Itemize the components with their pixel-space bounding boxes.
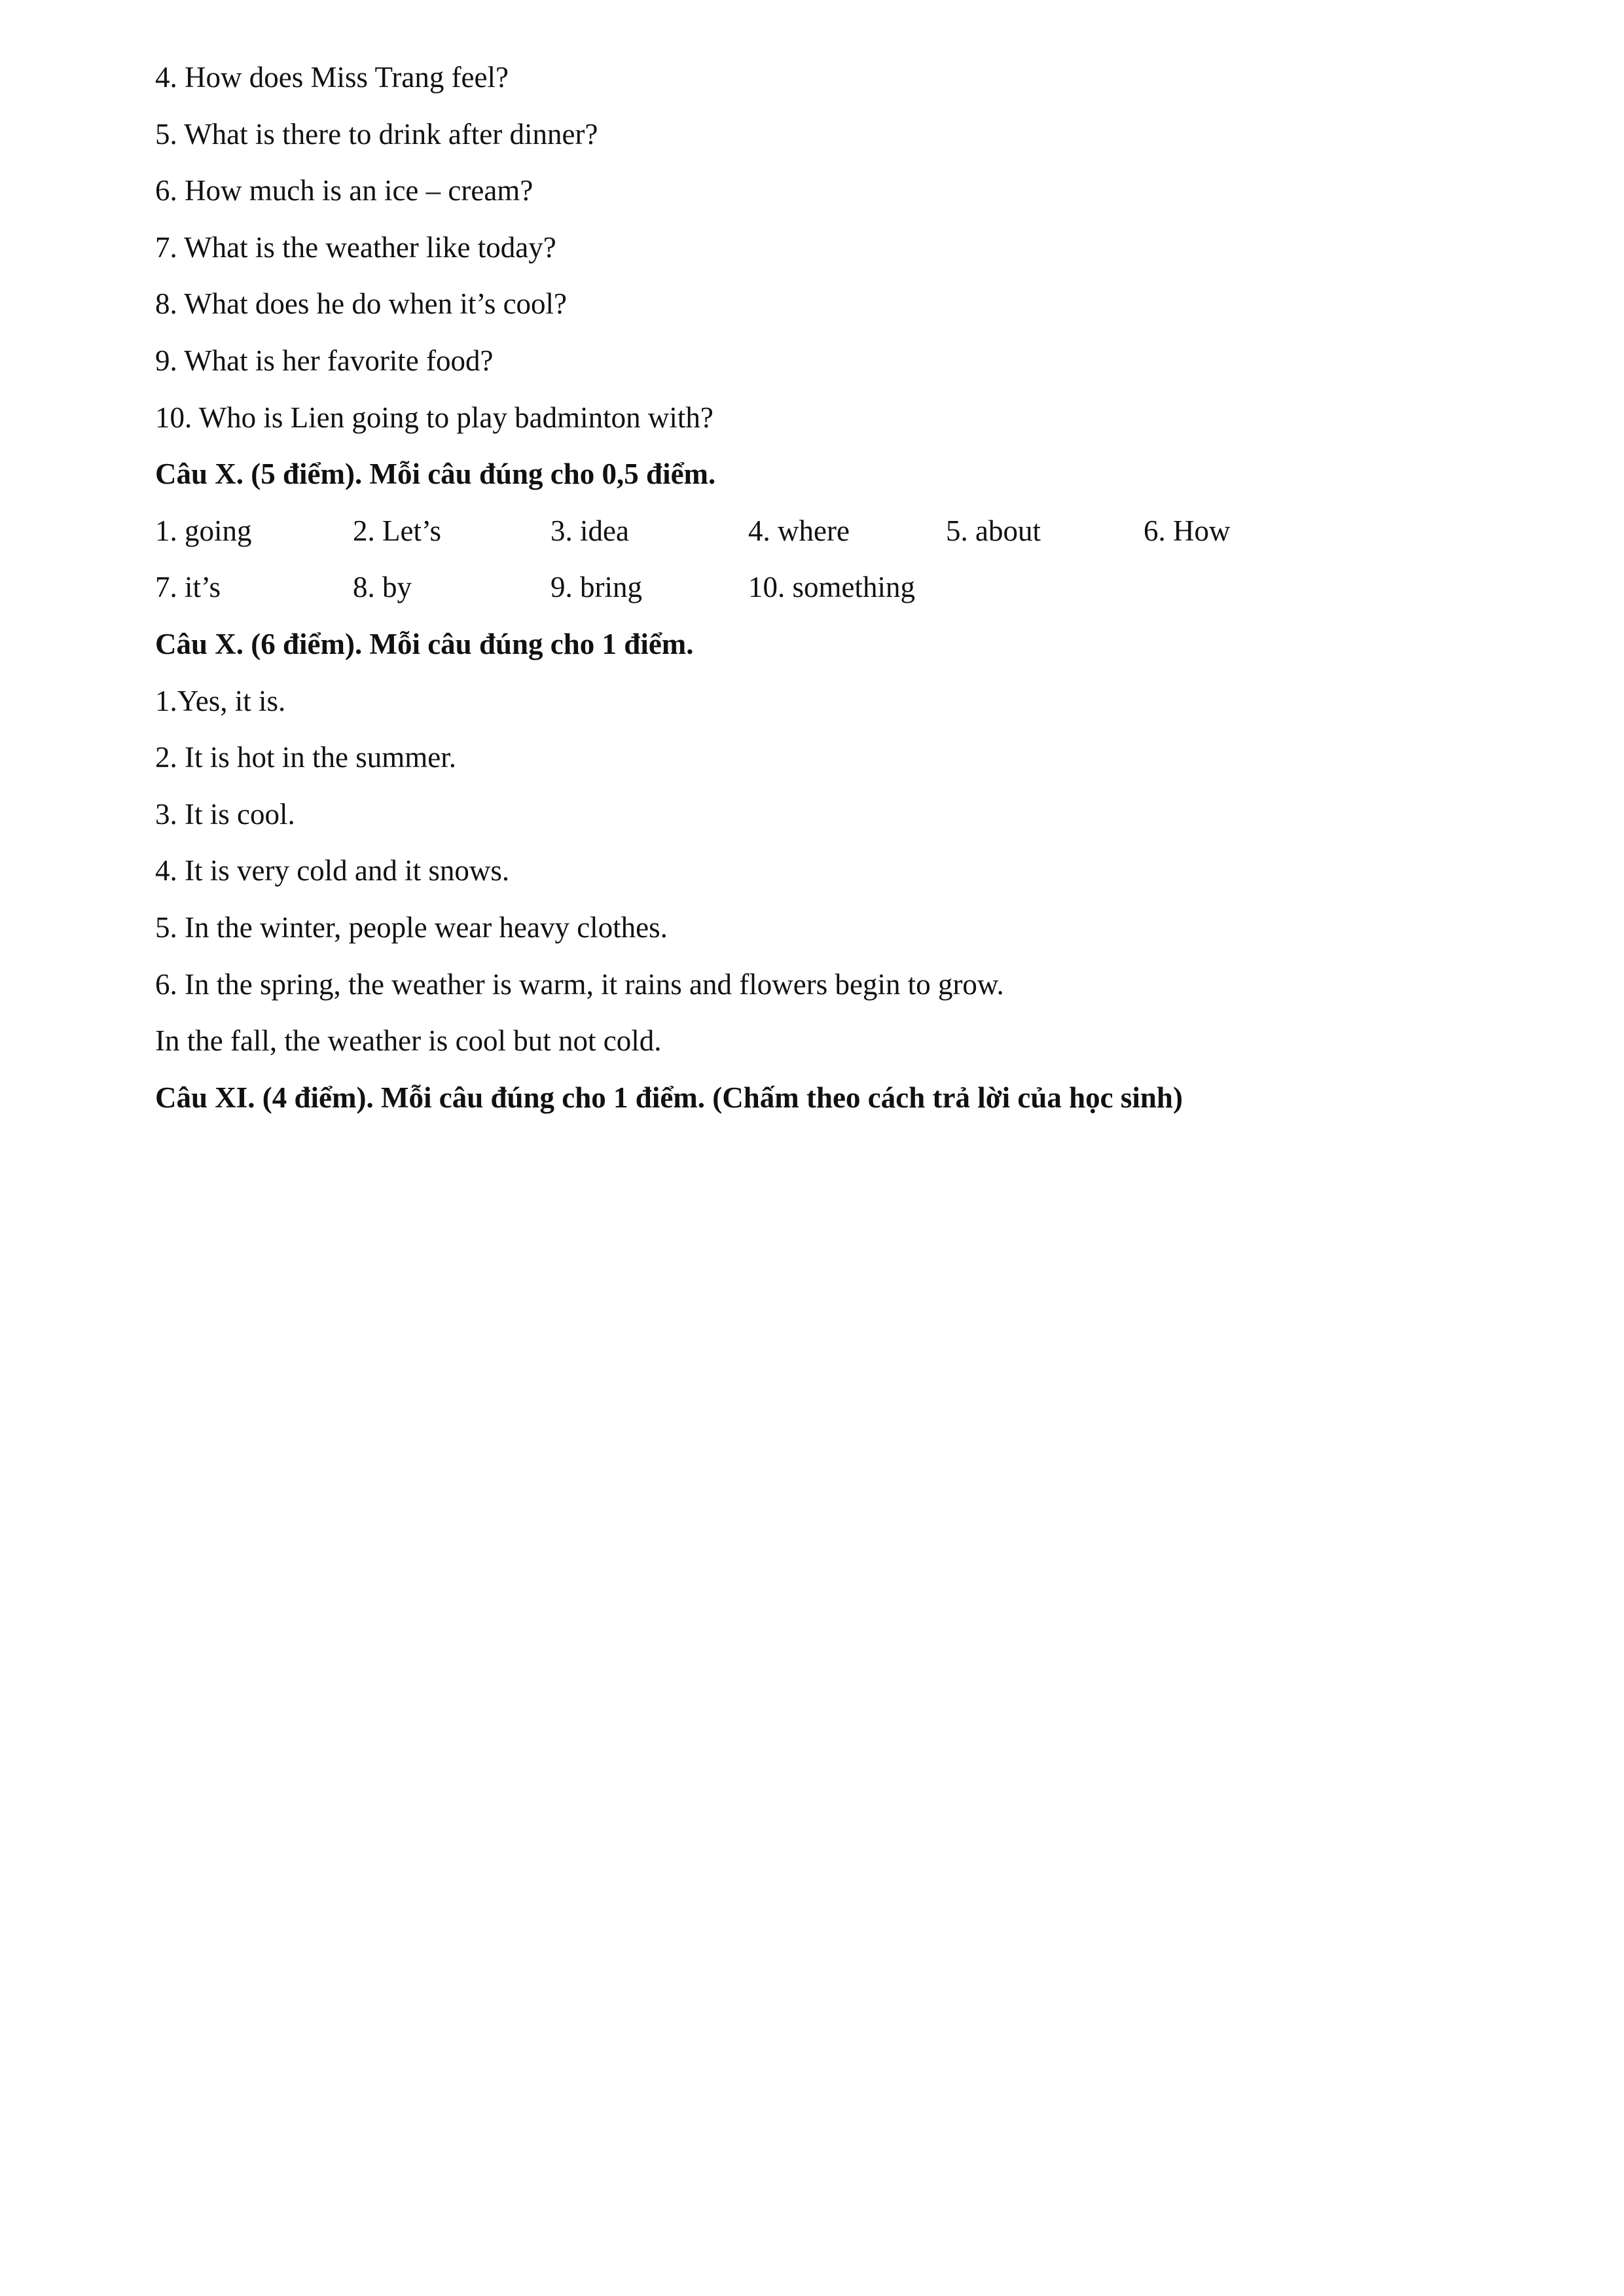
question-item: 5. What is there to drink after dinner? — [155, 117, 598, 151]
answer-line: 5. In the winter, people wear heavy clothes. — [155, 910, 668, 944]
answer-word: 10. something — [748, 571, 915, 604]
section-heading: Câu X. (5 điểm). Mỗi câu đúng cho 0,5 điểm. — [155, 457, 716, 491]
answer-word: 3. idea — [550, 514, 629, 547]
answer-word: 9. bring — [550, 571, 642, 604]
answer-word-row — [155, 510, 1477, 567]
section-heading: Câu X. (6 điểm). Mỗi câu đúng cho 1 điểm. — [155, 627, 694, 660]
answer-word: 1. going — [155, 514, 252, 547]
answer-word: 8. by — [353, 571, 412, 604]
section-heading: Câu XI. (4 điểm). Mỗi câu đúng cho 1 điểm. (Chấm theo cách trả lời của học sinh) — [155, 1081, 1183, 1114]
question-item: 8. What does he do when it’s cool? — [155, 287, 568, 321]
question-item: 4. How does Miss Trang feel? — [155, 61, 509, 94]
answer-line: 6. In the spring, the weather is warm, it rains and flowers begin to grow. — [155, 967, 1004, 1001]
section-xi — [155, 1077, 1477, 1134]
answer-word: 6. How — [1144, 514, 1231, 547]
page-content — [155, 56, 1477, 1133]
answer-line: 2. It is hot in the summer. — [155, 741, 456, 774]
answer-word-row — [155, 566, 1477, 623]
answer-line: 4. It is very cold and it snows. — [155, 854, 510, 888]
answer-line: 1.Yes, it is. — [155, 684, 286, 717]
answer-word: 7. it’s — [155, 571, 221, 604]
answer-word: 4. where — [748, 514, 850, 547]
question-item: 7. What is the weather like today? — [155, 230, 556, 264]
section-x-words — [155, 453, 1477, 623]
question-item: 10. Who is Lien going to play badminton with? — [155, 401, 713, 434]
answer-word: 2. Let’s — [353, 514, 441, 547]
answer-word: 5. about — [946, 514, 1041, 547]
section-x-answers — [155, 623, 1477, 1077]
answer-line: 3. It is cool. — [155, 797, 295, 831]
question-item: 6. How much is an ice – cream? — [155, 174, 533, 207]
question-list — [155, 56, 1477, 453]
question-item: 9. What is her favorite food? — [155, 344, 494, 377]
answer-line: In the fall, the weather is cool but not cold. — [155, 1024, 662, 1058]
